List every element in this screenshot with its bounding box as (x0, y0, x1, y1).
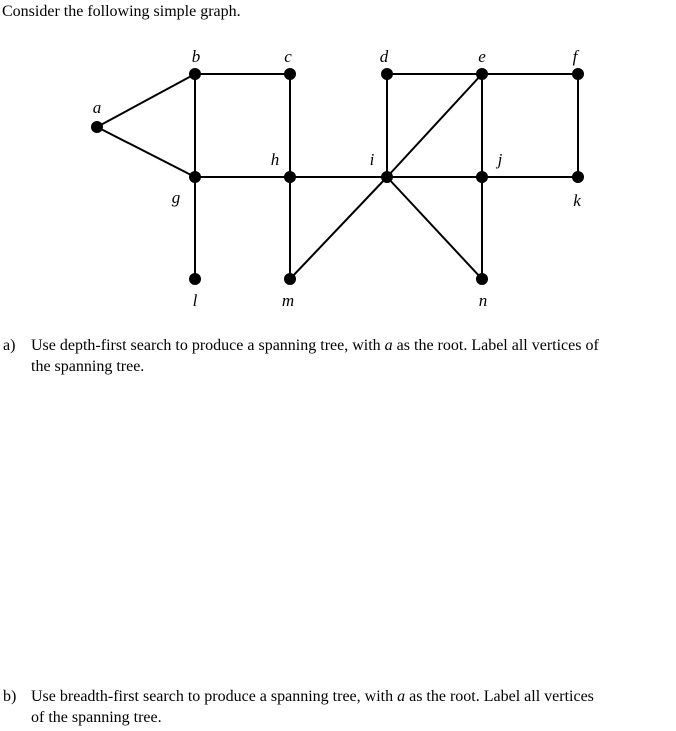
edge-a-g (97, 127, 195, 177)
vertex-l (189, 273, 201, 285)
question-b-line-2: of the spanning tree. (31, 709, 162, 726)
vertex-h (284, 171, 296, 183)
vertex-e (476, 68, 488, 80)
vertex-d (381, 68, 393, 80)
graph-edges (97, 74, 578, 279)
vertex-label-b: b (191, 47, 201, 66)
vertex-n (476, 273, 488, 285)
intro-text: Consider the following simple graph. (2, 3, 241, 20)
vertex-f (572, 68, 584, 80)
vertex-k (572, 171, 584, 183)
vertex-label-g: g (171, 188, 181, 207)
vertex-a (91, 121, 103, 133)
question-b-line-1 (31, 686, 594, 707)
question-b-text-post: as the root. Label all vertices (405, 688, 594, 705)
vertex-i (381, 171, 393, 183)
vertex-label-h: h (270, 150, 280, 169)
vertex-c (284, 68, 296, 80)
vertex-label-j: j (497, 150, 503, 169)
vertex-label-k: k (573, 191, 581, 210)
vertex-b (189, 68, 201, 80)
question-a-line-1 (31, 335, 599, 356)
question-a-line-2: the spanning tree. (31, 358, 145, 375)
vertex-label-m: m (281, 291, 295, 310)
graph-vertex-labels (93, 47, 581, 310)
vertex-label-i: i (369, 150, 375, 169)
edge-e-i (387, 74, 482, 177)
vertex-label-e: e (478, 47, 486, 66)
simple-graph (0, 0, 676, 320)
question-a-number: a) (3, 337, 16, 354)
question-a-root: a (384, 337, 393, 354)
question-b-root: a (397, 688, 406, 705)
vertex-label-f: f (572, 47, 578, 66)
vertex-label-a: a (92, 98, 102, 117)
vertex-label-n: n (478, 291, 488, 310)
edge-m-i (290, 177, 387, 279)
vertex-label-d: d (379, 47, 389, 66)
question-b-text-pre: Use breadth-first search to produce a spanning tree, with (31, 688, 398, 705)
question-a-text-post: as the root. Label all vertices of (392, 337, 599, 354)
vertex-j (476, 171, 488, 183)
question-a-text-pre: Use depth-first search to produce a spanning tree, with (31, 337, 385, 354)
vertex-g (189, 171, 201, 183)
question-b-number: b) (3, 688, 17, 705)
edge-a-b (97, 74, 195, 127)
vertex-m (284, 273, 296, 285)
edge-i-n (387, 177, 482, 279)
vertex-label-l: l (192, 291, 198, 310)
vertex-label-c: c (284, 47, 292, 66)
